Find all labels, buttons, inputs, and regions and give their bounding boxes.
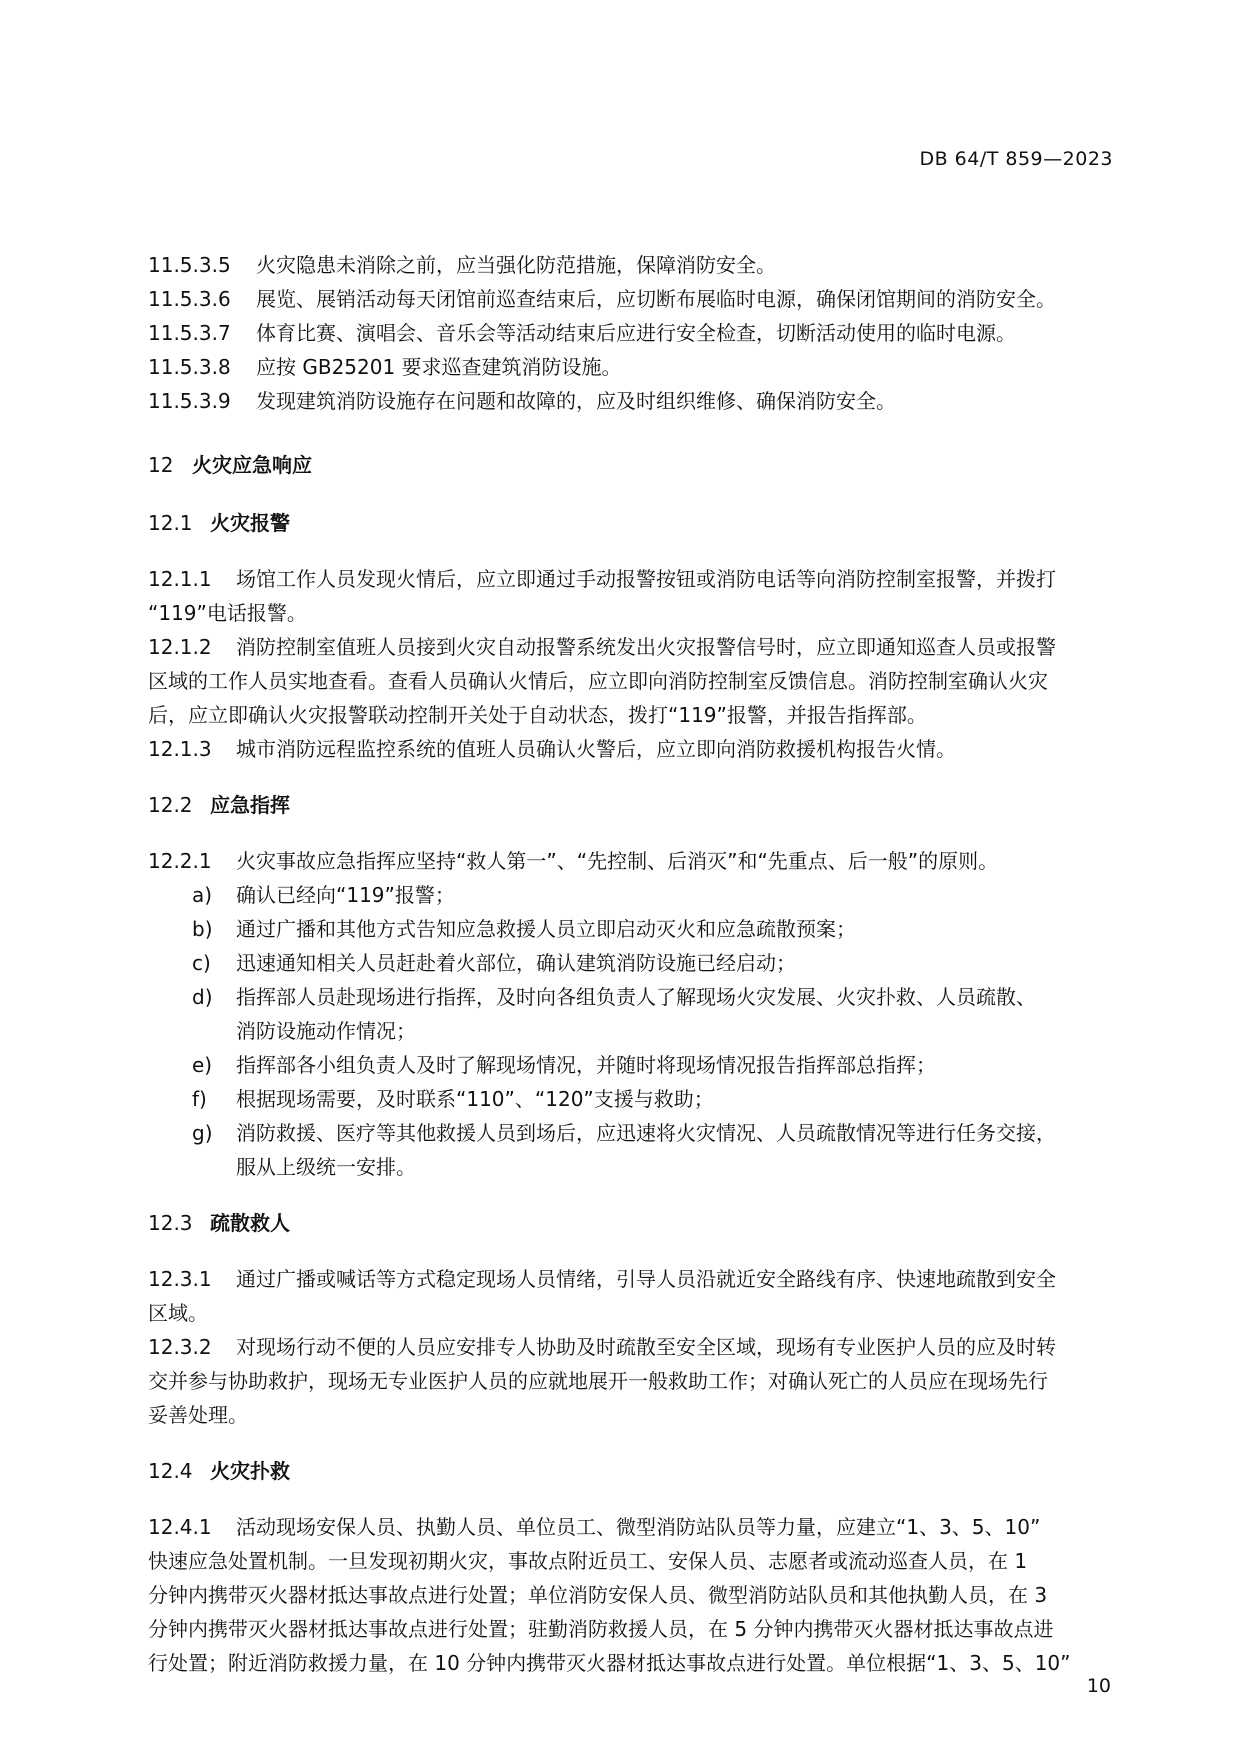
- clause-text: 通过广播或喊话等方式稳定现场人员情绪，引导人员沿就近安全路线有序、快速地疏散到安全: [236, 1267, 1056, 1291]
- section-title: 火灾扑救: [210, 1459, 290, 1483]
- list-text: 指挥部各小组负责人及时了解现场情况，并随时将现场情况报告指挥部总指挥；: [236, 1053, 936, 1077]
- list-item: [148, 912, 1113, 946]
- clause-12-4-1-cont: 行处置；附近消防救援力量，在 10 分钟内携带灭火器材抵达事故点进行处置。单位根据“1、3、5、10”: [148, 1651, 1071, 1675]
- clause-number: 12.3.1: [148, 1267, 212, 1291]
- list-item: [148, 946, 1113, 980]
- section-number: 12.1: [148, 511, 193, 535]
- clause-12-4-1: [148, 1510, 1113, 1544]
- list-text: 根据现场需要，及时联系“110”、“120”支援与救助；: [236, 1087, 714, 1111]
- clause-text: 城市消防远程监控系统的值班人员确认火警后，应立即向消防救援机构报告火情。: [236, 737, 956, 761]
- section-number: 12.4: [148, 1459, 193, 1483]
- clause-12-4-1-cont: 分钟内携带灭火器材抵达事故点进行处置；单位消防安保人员、微型消防站队员和其他执勤人员，在 3: [148, 1583, 1048, 1607]
- clause-12-1-1: [148, 562, 1113, 596]
- list-label: b): [192, 917, 213, 941]
- section-number: 12.2: [148, 793, 193, 817]
- list-text: 迅速通知相关人员赶赴着火部位，确认建筑消防设施已经启动；: [236, 951, 796, 975]
- clause-text: 火灾隐患未消除之前，应当强化防范措施，保障消防安全。: [256, 253, 776, 277]
- clause-12-1-2-cont: 区域的工作人员实地查看。查看人员确认火情后，应立即向消防控制室反馈信息。消防控制室确认火灾: [148, 669, 1048, 693]
- list-label: a): [192, 883, 213, 907]
- section-12-3-heading: [148, 1206, 1113, 1240]
- list-item: [148, 878, 1113, 912]
- clause-number: 12.1.3: [148, 737, 212, 761]
- clause-11-5-3-7: [148, 316, 1113, 350]
- clause-text: 火灾事故应急指挥应坚持“救人第一”、“先控制、后消灭”和“先重点、后一般”的原则。: [236, 849, 999, 873]
- clause-text: 发现建筑消防设施存在问题和故障的，应及时组织维修、确保消防安全。: [256, 389, 896, 413]
- clause-text: 消防控制室值班人员接到火灾自动报警系统发出火灾报警信号时，应立即通知巡查人员或报警: [236, 635, 1056, 659]
- list-text: 指挥部人员赴现场进行指挥，及时向各组负责人了解现场火灾发展、火灾扑救、人员疏散、: [236, 985, 1036, 1009]
- clause-text: 应按 GB25201 要求巡查建筑消防设施。: [256, 355, 622, 379]
- clause-12-1-2: [148, 630, 1113, 664]
- clause-number: 12.1.1: [148, 567, 212, 591]
- clause-text: 体育比赛、演唱会、音乐会等活动结束后应进行安全检查，切断活动使用的临时电源。: [256, 321, 1016, 345]
- clause-number: 11.5.3.6: [148, 287, 231, 311]
- chapter-title: 火灾应急响应: [192, 453, 312, 477]
- clause-12-3-2: [148, 1330, 1113, 1364]
- clause-12-4-1-cont: 分钟内携带灭火器材抵达事故点进行处置；驻勤消防救援人员，在 5 分钟内携带灭火器材抵达事故点进: [148, 1617, 1054, 1641]
- chapter-12-heading: [148, 448, 1113, 482]
- clause-number: 12.4.1: [148, 1515, 212, 1539]
- list-item: [148, 1116, 1113, 1150]
- list-text: 确认已经向“119”报警；: [236, 883, 455, 907]
- list-text: 消防救援、医疗等其他救援人员到场后，应迅速将火灾情况、人员疏散情况等进行任务交接，: [236, 1121, 1056, 1145]
- list-text: 通过广播和其他方式告知应急救援人员立即启动灭火和应急疏散预案；: [236, 917, 856, 941]
- clause-12-4-1-cont: 快速应急处置机制。一旦发现初期火灾，事故点附近员工、安保人员、志愿者或流动巡查人员，在 1: [148, 1549, 1028, 1573]
- clause-11-5-3-6: [148, 282, 1113, 316]
- clause-text: 场馆工作人员发现火情后，应立即通过手动报警按钮或消防电话等向消防控制室报警，并拨打: [236, 567, 1056, 591]
- document-standard-id: DB 64/T 859—2023: [919, 148, 1113, 170]
- clause-text: 展览、展销活动每天闭馆前巡查结束后，应切断布展临时电源，确保闭馆期间的消防安全。: [256, 287, 1056, 311]
- list-label: g): [192, 1121, 213, 1145]
- clause-12-3-1: [148, 1262, 1113, 1296]
- section-12-4-heading: [148, 1454, 1113, 1488]
- clause-number: 11.5.3.8: [148, 355, 231, 379]
- list-item: [148, 1082, 1113, 1116]
- chapter-number: 12: [148, 453, 174, 477]
- list-label: f): [192, 1087, 207, 1111]
- section-title: 火灾报警: [210, 511, 290, 535]
- page-number: 10: [1086, 1675, 1111, 1697]
- clause-11-5-3-9: [148, 384, 1113, 418]
- clause-text: 对现场行动不便的人员应安排专人协助及时疏散至安全区域，现场有专业医护人员的应及时转: [236, 1335, 1056, 1359]
- clause-12-2-1: [148, 844, 1113, 878]
- section-title: 应急指挥: [210, 793, 290, 817]
- clause-12-1-2-cont: 后，应立即确认火灾报警联动控制开关处于自动状态，拨打“119”报警，并报告指挥部。: [148, 703, 927, 727]
- clause-12-3-2-cont: 交并参与协助救护，现场无专业医护人员的应就地展开一般救助工作；对确认死亡的人员应在现场先行: [148, 1369, 1048, 1393]
- list-label: e): [192, 1053, 213, 1077]
- clause-number: 11.5.3.9: [148, 389, 231, 413]
- clause-number: 11.5.3.5: [148, 253, 231, 277]
- list-item: [148, 1048, 1113, 1082]
- clause-number: 12.1.2: [148, 635, 212, 659]
- clause-number: 12.3.2: [148, 1335, 212, 1359]
- clause-11-5-3-5: [148, 248, 1113, 282]
- list-item-cont: 消防设施动作情况；: [236, 1019, 416, 1043]
- section-12-2-heading: [148, 788, 1113, 822]
- page-body: [148, 248, 1113, 1680]
- list-item: [148, 980, 1113, 1014]
- clause-11-5-3-8: [148, 350, 1113, 384]
- section-number: 12.3: [148, 1211, 193, 1235]
- section-12-1-heading: [148, 506, 1113, 540]
- clause-text: 活动现场安保人员、执勤人员、单位员工、微型消防站队员等力量，应建立“1、3、5、10”: [236, 1515, 1041, 1539]
- clause-12-1-1-cont: “119”电话报警。: [148, 601, 307, 625]
- clause-12-3-2-cont: 妥善处理。: [148, 1403, 248, 1427]
- section-title: 疏散救人: [210, 1211, 290, 1235]
- clause-12-1-3: [148, 732, 1113, 766]
- list-item-cont: 服从上级统一安排。: [236, 1155, 416, 1179]
- clause-number: 11.5.3.7: [148, 321, 231, 345]
- clause-number: 12.2.1: [148, 849, 212, 873]
- clause-12-3-1-cont: 区域。: [148, 1301, 208, 1325]
- list-label: c): [192, 951, 211, 975]
- list-label: d): [192, 985, 213, 1009]
